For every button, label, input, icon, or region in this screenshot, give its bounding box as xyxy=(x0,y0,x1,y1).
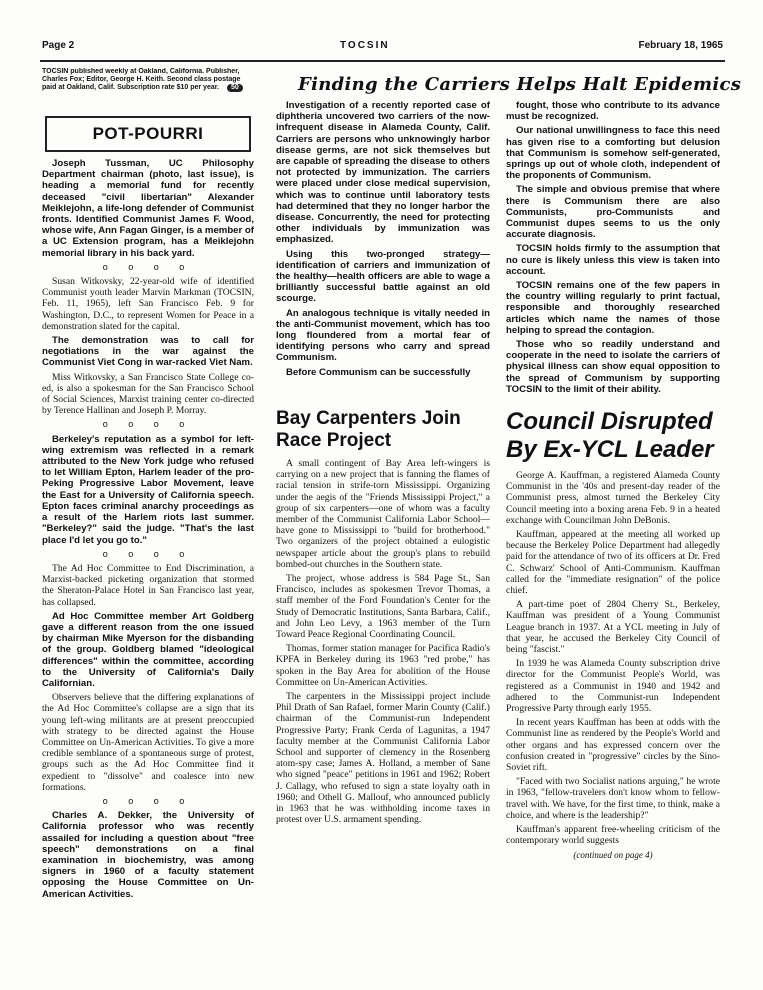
potpourri-paragraph: Berkeley's reputation as a symbol for left-wing extremism was reflected in a remark attributed to the New York judge who refused to let William Epton, Harlem leader of the pro-Peking Progressive Labor Movement, leave the East for a University of California speech. Epton faces criminal anarchy proceedings as a result of the Harlem riots last summer. "Berkeley?" said the judge. "That's the last place I'd let you go to." xyxy=(42,433,254,546)
potpourri-paragraph: Ad Hoc Committee member Art Goldberg gave a different reason from the one issued by chairman Mike Myerson for the disbanding of the group. Goldberg blamed "ideological differences" within the committee, according to the University of California's Daily Californian. xyxy=(42,610,254,689)
carriers-paragraph: fought, those who contribute to its advance must be recognized. xyxy=(506,100,720,123)
council-headline: Council Disrupted By Ex-YCL Leader xyxy=(506,408,714,463)
issue-date: February 18, 1965 xyxy=(638,40,723,51)
section-separator: o o o o xyxy=(102,548,194,559)
section-separator: o o o o xyxy=(102,795,194,806)
potpourri-paragraph: The Ad Hoc Committee to End Discrimination, a Marxist-backed picketing organization that stormed the Sheraton-Palace Hotel in San Francisco last year, has collapsed. xyxy=(42,562,254,608)
carriers-paragraph: TOCSIN remains one of the few papers in the country willing regularly to print factual, responsible and thoroughly researched articles which name the names of those helping to spread the contagion. xyxy=(506,280,720,336)
potpourri-paragraph: The demonstration was to call for negotiations in the war against the Communist Viet Cong in war-racked Viet Nam. xyxy=(42,335,254,369)
masthead-notice xyxy=(42,68,254,92)
council-paragraph: Kauffman's apparent free-wheeling criticism of the contemporary world suggests xyxy=(506,824,720,847)
carriers-headline: Finding the Carriers Helps Halt Epidemics xyxy=(298,74,742,95)
council-paragraph: Kauffman, appeared at the meeting all worked up because the Berkeley Police Department had allegedly paid for the attendance of two of its officers at Dr. Fred C. Schwarz' School of Anti-Communism. Kauffman called for the "immediate resignation" of the police chief. xyxy=(506,529,720,597)
potpourri-paragraph: Susan Witkovsky, 22-year-old wife of identified Communist youth leader Marvin Markman (TOCSIN, Feb. 11, 1965), left San Francisco Feb. 9 for Washington, D.C., to represent Women for Peace in a demonstration slated for the capital. xyxy=(42,276,254,332)
potpourri-paragraph: Charles A. Dekker, the University of California professor who was recently assailed for including a question about "free speech" demonstrations on a final examination in biochemistry, was among signers in 1960 of a faculty statement opposing the House Committee on Un-American Activities. xyxy=(42,810,254,900)
carriers-paragraph: The simple and obvious premise that where there is Communism there are also Communists, pro-Communists and Communist dupes seems to us the only accurate diagnosis. xyxy=(506,184,720,241)
carriers-paragraph: TOCSIN holds firmly to the assumption that no cure is likely unless this view is taken into account. xyxy=(506,243,720,277)
carriers-paragraph: Using this two-pronged strategy—identification of carriers and immunization of the healthy—health officers are able to wage a brilliantly successful battle against an old scourge. xyxy=(276,248,490,305)
carriers-left-column xyxy=(276,100,490,400)
potpourri-title: POT-POURRI xyxy=(92,124,204,143)
section-separator: o o o o xyxy=(102,261,194,272)
carriers-paragraph: Before Communism can be successfully xyxy=(286,366,471,378)
council-paragraph: George A. Kauffman, a registered Alameda County Communist in the '40s and present-day reader of the Communist press, almost turned the Berkeley City Council meeting into a boxing arena Feb. 9 in a heated exchange with Councilman John DeBonis. xyxy=(506,470,720,526)
continued-note: (continued on page 4) xyxy=(573,849,653,860)
bay-article xyxy=(276,408,490,968)
potpourri-paragraph: Joseph Tussman, UC Philosophy Department chairman (photo, last issue), is heading a memorial fund for recently deceased "civil libertarian" Alexander Meiklejohn, a life-long defender of Communist fronts. Identified Communist James F. Wood, whose wife, Ann Fagan Ginger, is a member of a UC Extension program, has a Meiklejohn memorial library in his back yard. xyxy=(42,158,254,259)
potpourri-body xyxy=(42,158,254,938)
carriers-paragraph: Those who so readily understand and cooperate in the need to isolate the carriers of physical illness can show equal opposition to the spread of Communism by supporting TOCSIN to the limit of their ability. xyxy=(506,339,720,395)
potpourri-title-box xyxy=(45,116,251,152)
carriers-paragraph: An analogous technique is vitally needed in the anti-Communist movement, which has too long floundered from a mortal fear of identifying persons who carry and spread Communism. xyxy=(276,307,490,364)
council-paragraph: In recent years Kauffman has been at odds with the Communist line as rendered by the People's World and other organs and has expressed concern over the confusion created in "progressive" circles by the Sino-Soviet rift. xyxy=(506,717,720,774)
potpourri-paragraph: Observers believe that the differing explanations of the Ad Hoc Committee's collapse are a sign that its young left-wing militants are at present preoccupied with strategy to be directed against the House Committee on Un-American Activities. To give a more credible semblance of a spontaneous surge of protest, groups such as the Ad Hoc Committee find it expedient to "dissolve" and coalesce into new formations. xyxy=(42,692,254,793)
postage-badge: 50 xyxy=(227,84,243,92)
page-number: Page 2 xyxy=(42,40,75,51)
council-article xyxy=(506,408,720,968)
publication-name: TOCSIN xyxy=(340,40,390,51)
masthead-text: TOCSIN published weekly at Oakland, California. Publisher, Charles Fox; Editor, George H. Keith. Second class postage paid at Oakland, Calif. Subscription rate $10 per year. xyxy=(42,68,241,91)
bay-paragraph: A small contingent of Bay Area left-wingers is carrying on a new project that is fanning the flames of racial tension in strife-torn Mississippi. Organizing under the aegis of the "Friends Mississippi Project," a group of six carpenters—one of whom was a faculty member of the Communist California Labor School—have gone to Mississippi to "build for brotherhood." Two organizers of the project obtained a eulogistic newspaper article about the group's plans to rebuild bombed-out churches in the Southern state. xyxy=(276,458,490,570)
council-paragraph: In 1939 he was Alameda County subscription drive director for the Communist People's World, was registered as a Communist in 1940 and 1942 and adhered to the Communist-run Independent Progressive Party through early 1955. xyxy=(506,658,720,715)
bay-headline: Bay Carpenters Join Race Project xyxy=(276,408,461,451)
council-paragraph: "Faced with two Socialist nations arguing," he wrote in 1963, "fellow-travelers don't know whom to fellow-travel with. We have, for the first time, to think, make a choice, and where is the leadership?" xyxy=(506,776,720,821)
potpourri-paragraph: Miss Witkovsky, a San Francisco State College co-ed, is also a spokesman for the San Francisco School of Social Sciences, Marxist training center co-directed by Terence Hallinan and Joseph P. Morray. xyxy=(42,371,254,417)
bay-paragraph: The carpenters in the Mississippi project include Phil Drath of San Rafael, former Marin County (Calif.) chairman of the Communist-run Independent Progressive Party; Frank Cerda of Lagunitas, a 1947 faculty member at the Communist California Labor School and supporter of clemency in the Rosenberg atom-spy case; James A. Holland, a member of Sane who signed "peace" petitions in 1961 and 1962; Robert J. Callagy, who refused to sign a state loyalty oath in 1960; and Othell G. Mallouf, who announced publicly in 1963 that he was withholding income taxes in protest over U.S. armament spending. xyxy=(276,691,490,826)
bay-body xyxy=(276,458,490,826)
carriers-paragraph: Investigation of a recently reported case of diphtheria uncovered two carriers of the now-infrequent disease in Alameda County, Calif. Carriers are persons who unknowingly harbor disease germs, are not sick themselves but are capable of spreading the disease to others not protected by immunization. The carriers were placed under close medical supervision, which was to continue until laboratory tests had determined that they no longer harbor the disease. Concurrently, the need for protecting other individuals by immunization was emphasized. xyxy=(276,100,490,246)
carriers-paragraph: Our national unwillingness to face this need has given rise to a comforting but delusion that Communism is somehow self-generated, springs up out of whole cloth, independent of the proponents of Communism. xyxy=(506,125,720,182)
header-rule xyxy=(40,60,725,62)
section-separator: o o o o xyxy=(102,419,194,430)
council-paragraph: A part-time poet of 2804 Cherry St., Berkeley, Kauffman was president of a Young Communist League branch in 1937. At a YCL meeting in July of that year, he accused the Berkeley City Council of being "fascist." xyxy=(506,599,720,656)
bay-paragraph: Thomas, former station manager for Pacifica Radio's KPFA in Berkeley during its 1963 "red probe," has spoken in the Bay Area for abolition of the House Committee on Un-American Activities. xyxy=(276,643,490,688)
carriers-right-column xyxy=(506,100,720,400)
bay-paragraph: The project, whose address is 584 Page St., San Francisco, includes as spokesmen Trevor Thomas, a staff member of the Ford Foundation's Center for the Study of Democratic Institutions, Santa Barbara, Calif., and John Leo Levy, a 1963 member of the Turn Toward Peace Regional Coordinating Council. xyxy=(276,573,490,641)
council-body xyxy=(506,470,720,847)
